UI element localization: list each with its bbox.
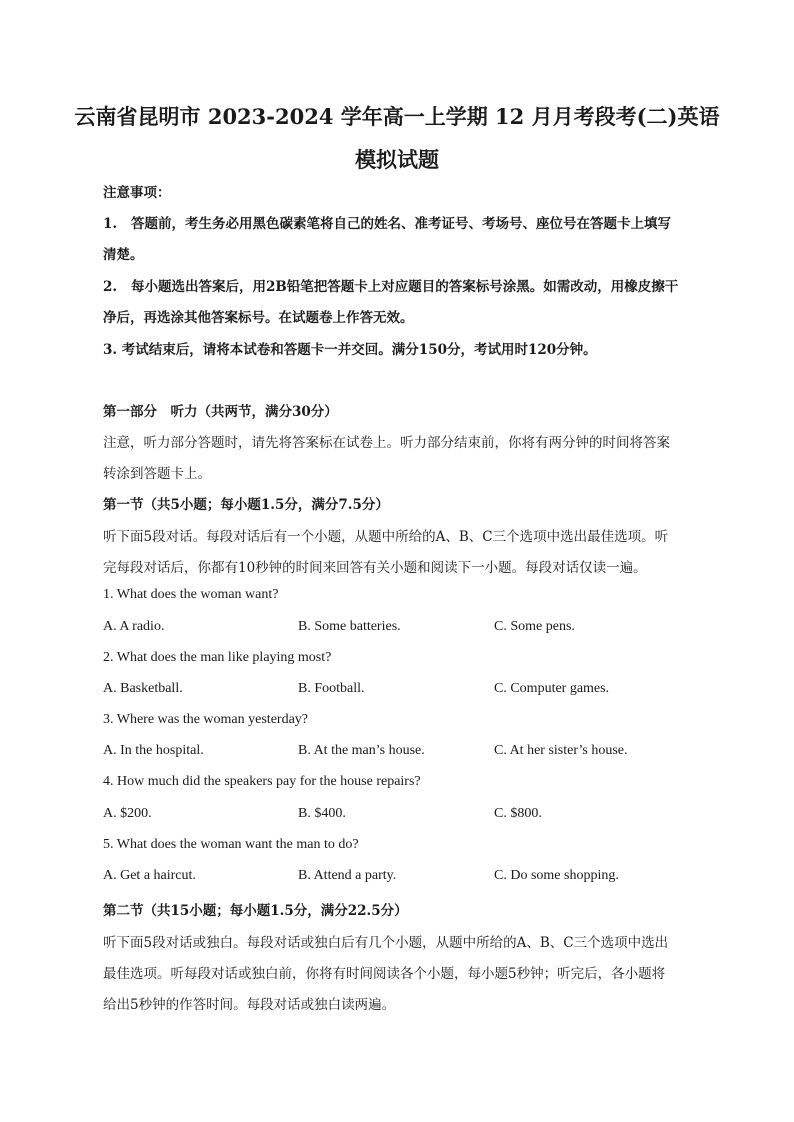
document-title-line2: 模拟试题	[355, 147, 439, 172]
notice-item-text: 考试结束后，请将本试卷和答题卡一并交回。满分150分，考试用时120分钟。	[121, 342, 597, 358]
question-4-option-c: C. $800.	[494, 806, 542, 821]
section1-heading: 第一节（共5小题；每小题1.5分，满分7.5分）	[103, 497, 389, 513]
section1-instruction-line1: 听下面5段对话。每段对话后有一个小题，从题中所给的A、B、C三个选项中选出最佳选项。听	[103, 529, 669, 545]
notice-item-2-continued: 净后，再选涂其他答案标号。在试题卷上作答无效。	[103, 310, 414, 326]
part1-heading: 第一部分 听力（共两节，满分30分）	[103, 404, 338, 420]
question-1-option-a: A. A radio.	[103, 619, 165, 634]
notice-item-1	[103, 212, 671, 232]
notice-heading: 注意事项：	[103, 185, 171, 201]
question-5: 5. What does the woman want the man to do?	[103, 837, 359, 852]
question-3-option-a: A. In the hospital.	[103, 743, 204, 758]
question-4-option-a: A. $200.	[103, 806, 152, 821]
notice-item-number: 3.	[103, 342, 118, 358]
question-3-option-b: B. At the man’s house.	[298, 743, 425, 758]
question-2: 2. What does the man like playing most?	[103, 650, 332, 665]
notice-item-number: 2.	[103, 279, 118, 295]
section2-instruction-line3: 给出5秒钟的作答时间。每段对话或独白读两遍。	[103, 997, 396, 1013]
section2-heading: 第二节（共15小题；每小题1.5分，满分22.5分）	[103, 903, 408, 919]
part1-instruction-line2: 转涂到答题卡上。	[103, 466, 211, 482]
notice-item-number: 1.	[103, 216, 118, 232]
question-5-option-a: A. Get a haircut.	[103, 868, 196, 883]
section1-instruction-line2: 完每段对话后，你都有10秒钟的时间来回答有关小题和阅读下一小题。每段对话仅读一遍。	[103, 560, 647, 576]
question-2-option-a: A. Basketball.	[103, 681, 183, 696]
section2-instruction-line1: 听下面5段对话或独白。每段对话或独白后有几个小题，从题中所给的A、B、C三个选项中选出	[103, 935, 669, 951]
question-3-option-c: C. At her sister’s house.	[494, 743, 628, 758]
question-1-option-c: C. Some pens.	[494, 619, 575, 634]
question-1-option-b: B. Some batteries.	[298, 619, 401, 634]
question-2-option-c: C. Computer games.	[494, 681, 610, 696]
notice-item-2	[103, 275, 678, 295]
question-3: 3. Where was the woman yesterday?	[103, 712, 308, 727]
document-title-line1: 云南省昆明市 2023-2024 学年高一上学期 12 月月考段考(二)英语	[74, 104, 720, 129]
question-5-option-c: C. Do some shopping.	[494, 868, 619, 883]
question-2-option-b: B. Football.	[298, 681, 365, 696]
question-1: 1. What does the woman want?	[103, 587, 279, 602]
notice-item-text: 答题前，考生务必用黑色碳素笔将自己的姓名、准考证号、考场号、座位号在答题卡上填写	[131, 216, 671, 232]
question-5-option-b: B. Attend a party.	[298, 868, 397, 883]
part1-instruction-line1: 注意，听力部分答题时，请先将答案标在试卷上。听力部分结束前，你将有两分钟的时间将答案	[103, 435, 670, 451]
notice-item-3	[103, 338, 597, 358]
question-4: 4. How much did the speakers pay for the house repairs?	[103, 774, 421, 789]
notice-item-text: 每小题选出答案后，用2B铅笔把答题卡上对应题目的答案标号涂黑。如需改动，用橡皮擦干	[131, 279, 679, 295]
section2-instruction-line2: 最佳选项。听每段对话或独白前，你将有时间阅读各个小题，每小题5秒钟；听完后，各小题将	[103, 966, 666, 982]
notice-item-1-continued: 清楚。	[103, 247, 144, 263]
question-4-option-b: B. $400.	[298, 806, 346, 821]
